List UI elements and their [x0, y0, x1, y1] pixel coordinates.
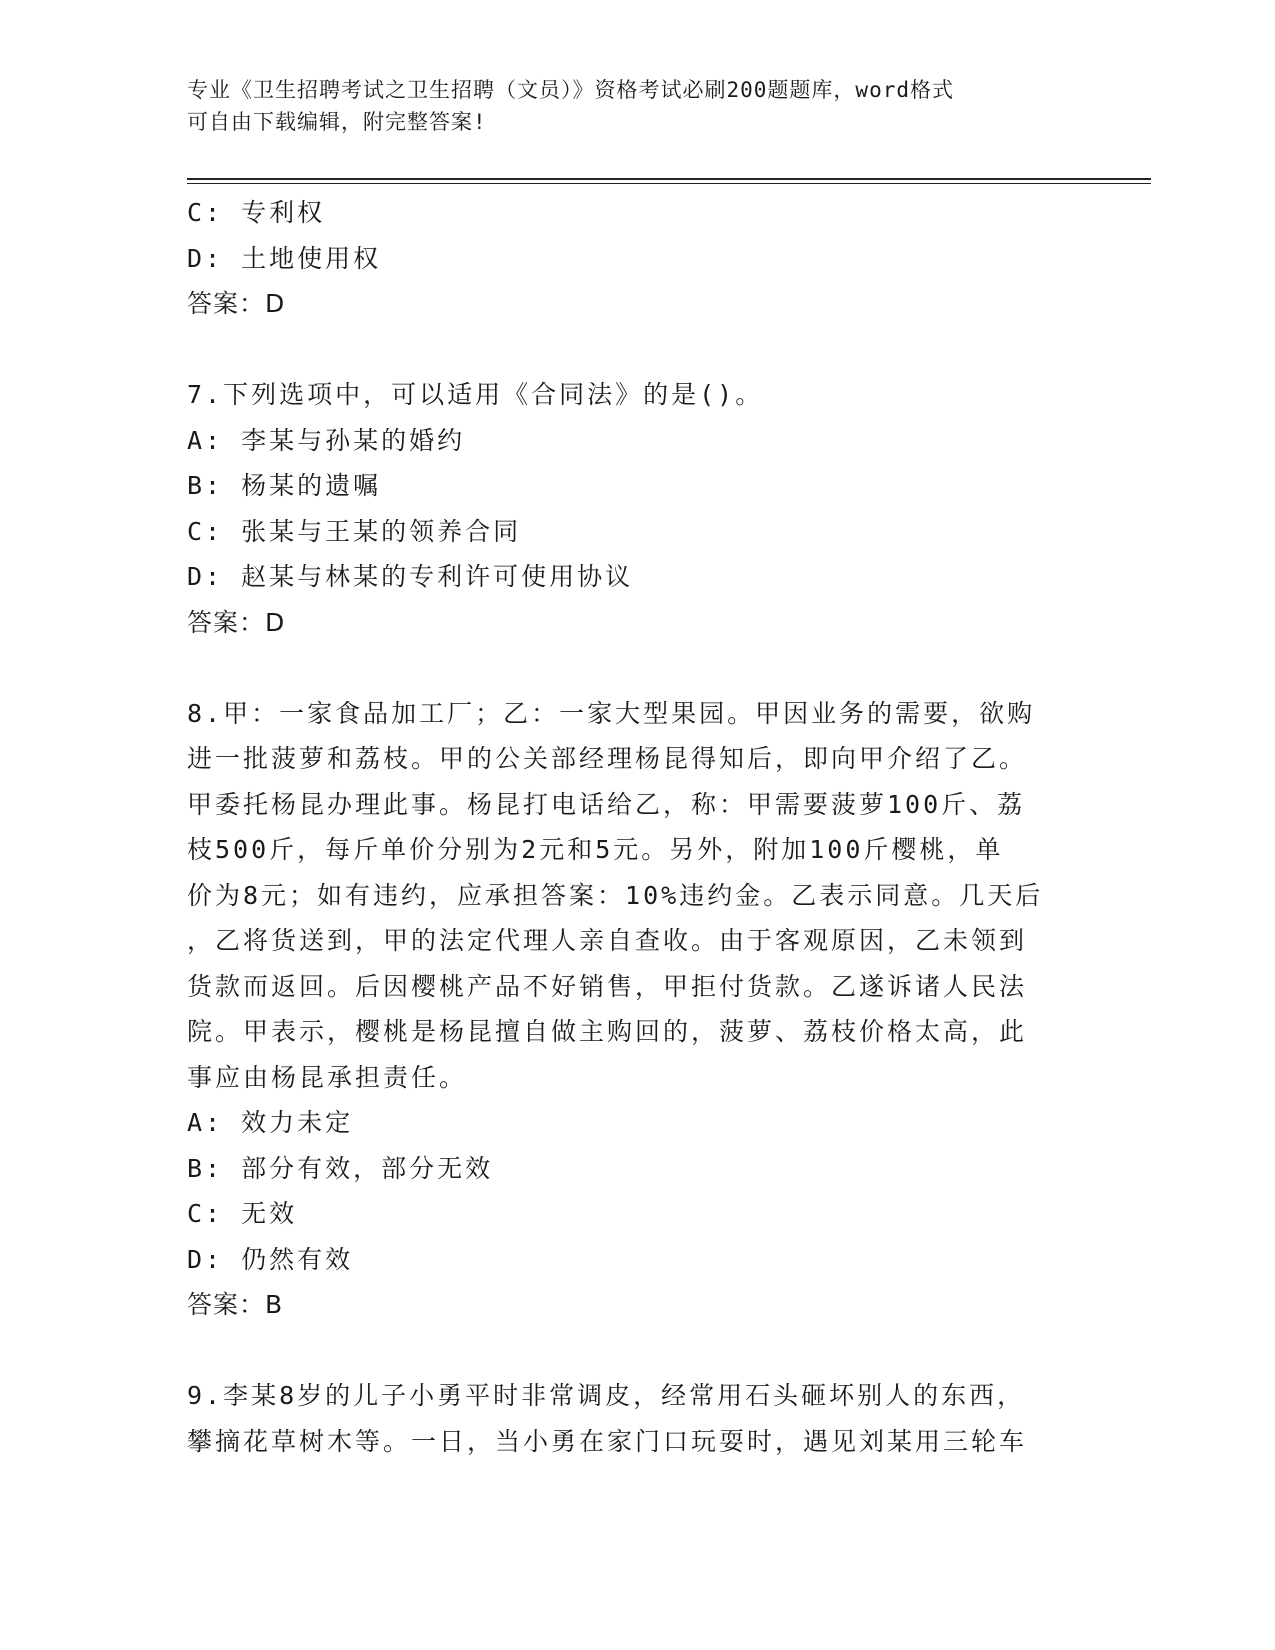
header-divider-thin: [187, 183, 1151, 184]
question-stem-line: 枝500斤，每斤单价分别为2元和5元。另外，附加100斤樱桃，单: [187, 835, 1004, 864]
question-stem: 7.下列选项中，可以适用《合同法》的是()。: [187, 380, 764, 409]
option-d: D: 土地使用权: [187, 243, 382, 273]
answer: 答案：D: [187, 289, 286, 318]
question-7: [187, 372, 1087, 645]
option-b: B: 杨某的遗嘱: [187, 471, 382, 500]
header-title-line-2: 可自由下载编辑，附完整答案!: [187, 110, 487, 134]
header-divider-thick: [187, 178, 1151, 180]
question-9: [187, 1373, 1087, 1464]
question-stem-line: 事应由杨昆承担责任。: [187, 1062, 468, 1092]
question-stem-line: 甲委托杨昆办理此事。杨昆打电话给乙，称：甲需要菠萝100斤、荔: [187, 789, 1026, 819]
question-stem-line: 价为8元；如有违约，应承担答案：10%违约金。乙表示同意。几天后: [187, 880, 1044, 910]
answer: 答案：D: [187, 607, 286, 637]
option-a: A: 李某与孙某的婚约: [187, 425, 466, 455]
question-stem-line: 9.李某8岁的儿子小勇平时非常调皮，经常用石头砸坏别人的东西，: [187, 1381, 1026, 1410]
question-stem-line: 进一批菠萝和荔枝。甲的公关部经理杨昆得知后，即向甲介绍了乙。: [187, 744, 1028, 773]
option-c: C: 无效: [187, 1199, 298, 1228]
spacer: [187, 327, 1087, 373]
page-header: [187, 74, 1077, 138]
question-stem-line: 货款而返回。后因樱桃产品不好销售，甲拒付货款。乙遂诉诸人民法: [187, 971, 1028, 1001]
header-title-line-1: 专业《卫生招聘考试之卫生招聘（文员）》资格考试必刷200题题库，word格式: [187, 78, 954, 102]
option-d: D: 仍然有效: [187, 1244, 354, 1274]
question-stem-line: ，乙将货送到，甲的法定代理人亲自查收。由于客观原因，乙未领到: [187, 926, 1028, 955]
spacer: [187, 645, 1087, 691]
option-c: C: 张某与王某的领养合同: [187, 516, 522, 546]
document-body: [187, 190, 1087, 1464]
question-6-tail: [187, 190, 1087, 327]
spacer: [187, 1328, 1087, 1374]
option-b: B: 部分有效，部分无效: [187, 1153, 494, 1183]
option-a: A: 效力未定: [187, 1108, 354, 1137]
option-d: D: 赵某与林某的专利许可使用协议: [187, 562, 634, 591]
question-stem-line: 8.甲：一家食品加工厂；乙：一家大型果园。甲因业务的需要，欲购: [187, 698, 1036, 728]
question-8: [187, 691, 1087, 1328]
option-c: C: 专利权: [187, 198, 326, 227]
answer: 答案：B: [187, 1290, 284, 1319]
question-stem-line: 院。甲表示，樱桃是杨昆擅自做主购回的，菠萝、荔枝价格太高，此: [187, 1017, 1028, 1046]
question-stem-line: 攀摘花草树木等。一日，当小勇在家门口玩耍时，遇见刘某用三轮车: [187, 1426, 1028, 1456]
